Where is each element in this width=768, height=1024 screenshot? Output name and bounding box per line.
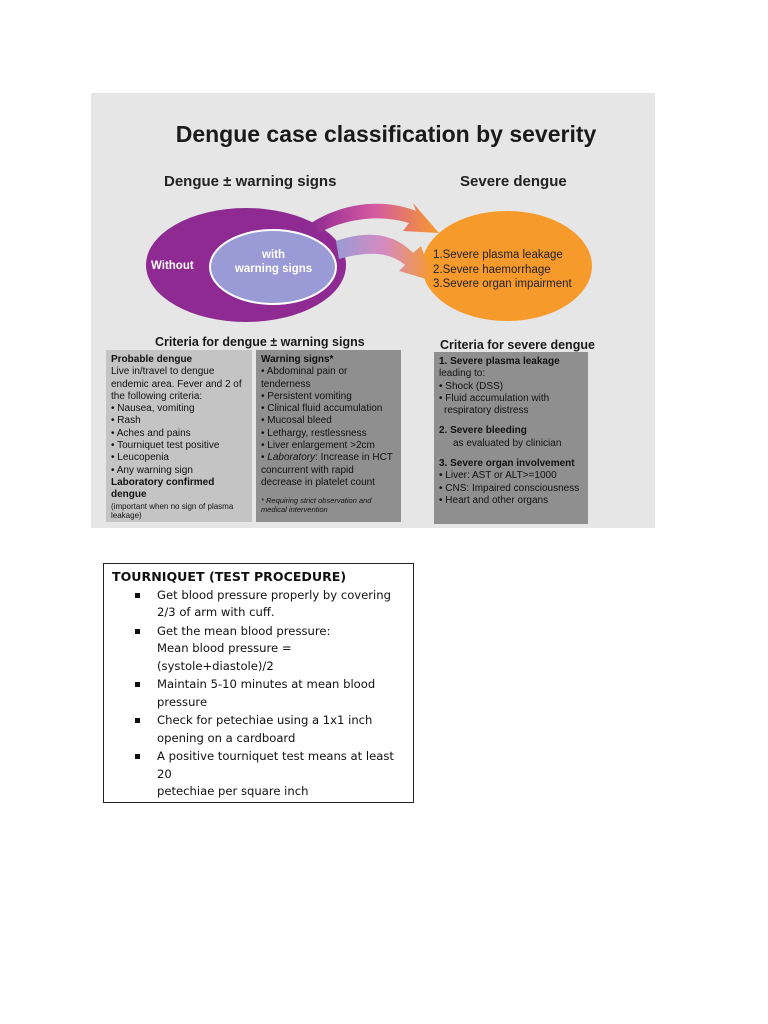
- right-header: Severe dengue: [460, 173, 567, 190]
- probable-item: • Leucopenia: [111, 452, 169, 464]
- probable-item: • Nausea, vomiting: [111, 403, 195, 415]
- step-line: Maintain 5-10 minutes at mean blood: [157, 677, 376, 691]
- with-label-line2: warning signs: [234, 263, 313, 275]
- severe-s1-lead: leading to:: [439, 368, 486, 380]
- bullet-icon: [135, 629, 140, 634]
- bullet-icon: [135, 593, 140, 598]
- probable-item: • Aches and pains: [111, 427, 191, 439]
- severe-s1-item: respiratory distress: [444, 405, 529, 417]
- tourniquet-step: [112, 676, 405, 711]
- severe-s3-item: • Heart and other organs: [439, 494, 549, 506]
- probable-title: Probable dengue: [111, 354, 193, 365]
- severe-s1-title: 1. Severe plasma leakage: [439, 356, 560, 367]
- criteria-right-header: Criteria for severe dengue: [440, 338, 595, 352]
- warning-item: • Liver enlargement >2cm: [261, 440, 375, 452]
- step-line: A positive tourniquet test means at least 20: [157, 749, 394, 781]
- tourniquet-step: [112, 623, 405, 676]
- bottom-arrow: [336, 235, 433, 281]
- bullet-icon: [135, 718, 140, 723]
- tourniquet-list: [112, 587, 405, 801]
- warning-footnote: * Requiring strict observation and medical intervention: [261, 496, 372, 515]
- lab-prefix: •: [261, 452, 268, 464]
- probable-item: • Any warning sign: [111, 464, 193, 476]
- warning-title: Warning signs*: [261, 354, 334, 365]
- severe-item: 1.Severe plasma leakage: [433, 249, 563, 261]
- lab-label: Laboratory: [267, 452, 316, 464]
- probable-intro: Live in/travel to dengue endemic area. Fever and 2 of the following criteria:: [111, 366, 242, 402]
- tourniquet-title: TOURNIQUET (TEST PROCEDURE): [112, 569, 347, 584]
- warning-signs-box: [256, 350, 401, 522]
- classification-diagram: [91, 93, 655, 333]
- with-label-line1: with: [262, 249, 285, 261]
- severe-s1-item: • Shock (DSS): [439, 380, 504, 392]
- severe-item: 3.Severe organ impairment: [433, 278, 572, 290]
- tourniquet-step: [112, 587, 405, 622]
- without-label: Without: [151, 260, 194, 272]
- lab-text: : Increase in HCT concurrent with rapid decrease in platelet count: [261, 452, 393, 488]
- severe-s2-text: as evaluated by clinician: [453, 437, 562, 449]
- warning-item: • Lethargy, restlessness: [261, 427, 367, 439]
- probable-dengue-box: [106, 350, 252, 522]
- step-line: Mean blood pressure = (systole+diastole)/2: [157, 641, 292, 673]
- step-line: Get blood pressure properly by covering: [157, 587, 391, 602]
- warning-item: • Mucosal bleed: [261, 415, 332, 427]
- step-line: pressure: [157, 694, 208, 709]
- top-arrow: [311, 203, 439, 233]
- warning-item: • Persistent vomiting: [261, 390, 352, 402]
- severe-s3-item: • Liver: AST or ALT>=1000: [439, 470, 557, 482]
- warning-item: • Clinical fluid accumulation: [261, 403, 383, 415]
- tourniquet-step: [112, 712, 405, 747]
- warning-item: • Abdominal pain or tenderness: [261, 366, 348, 390]
- step-line: Check for petechiae using a 1x1 inch: [157, 713, 373, 727]
- lab-confirmed-title: Laboratory confirmed dengue: [111, 476, 215, 501]
- left-header: Dengue ± warning signs: [164, 173, 337, 190]
- step-line: opening on a cardboard: [157, 730, 296, 745]
- bullet-icon: [135, 754, 140, 759]
- criteria-left-header: Criteria for dengue ± warning signs: [155, 335, 365, 349]
- step-line: 2/3 of arm with cuff.: [157, 605, 275, 619]
- severe-item: 2.Severe haemorrhage: [433, 263, 551, 276]
- figure-title: Dengue case classification by severity: [175, 121, 597, 147]
- lab-confirmed-note: (important when no sign of plasma leakage): [111, 501, 234, 521]
- severe-s2-title: 2. Severe bleeding: [439, 425, 527, 437]
- severe-s3-item: • CNS: Impaired consciousness: [439, 482, 580, 494]
- warning-lab-item: [261, 452, 396, 489]
- severe-s3-title: 3. Severe organ involvement: [439, 458, 575, 470]
- dengue-classification-figure: [91, 93, 655, 528]
- severe-s1-item: • Fluid accumulation with: [439, 392, 550, 404]
- step-line: petechiae per square inch: [157, 784, 309, 798]
- bullet-icon: [135, 682, 140, 687]
- with-label: [226, 248, 321, 276]
- severe-list: [433, 248, 572, 292]
- probable-item: • Tourniquet test positive: [111, 440, 220, 452]
- step-line: Get the mean blood pressure:: [157, 623, 331, 638]
- probable-item: • Rash: [111, 415, 141, 427]
- severe-criteria-box: [434, 352, 588, 524]
- tourniquet-box: [103, 563, 414, 803]
- tourniquet-step: [112, 748, 405, 801]
